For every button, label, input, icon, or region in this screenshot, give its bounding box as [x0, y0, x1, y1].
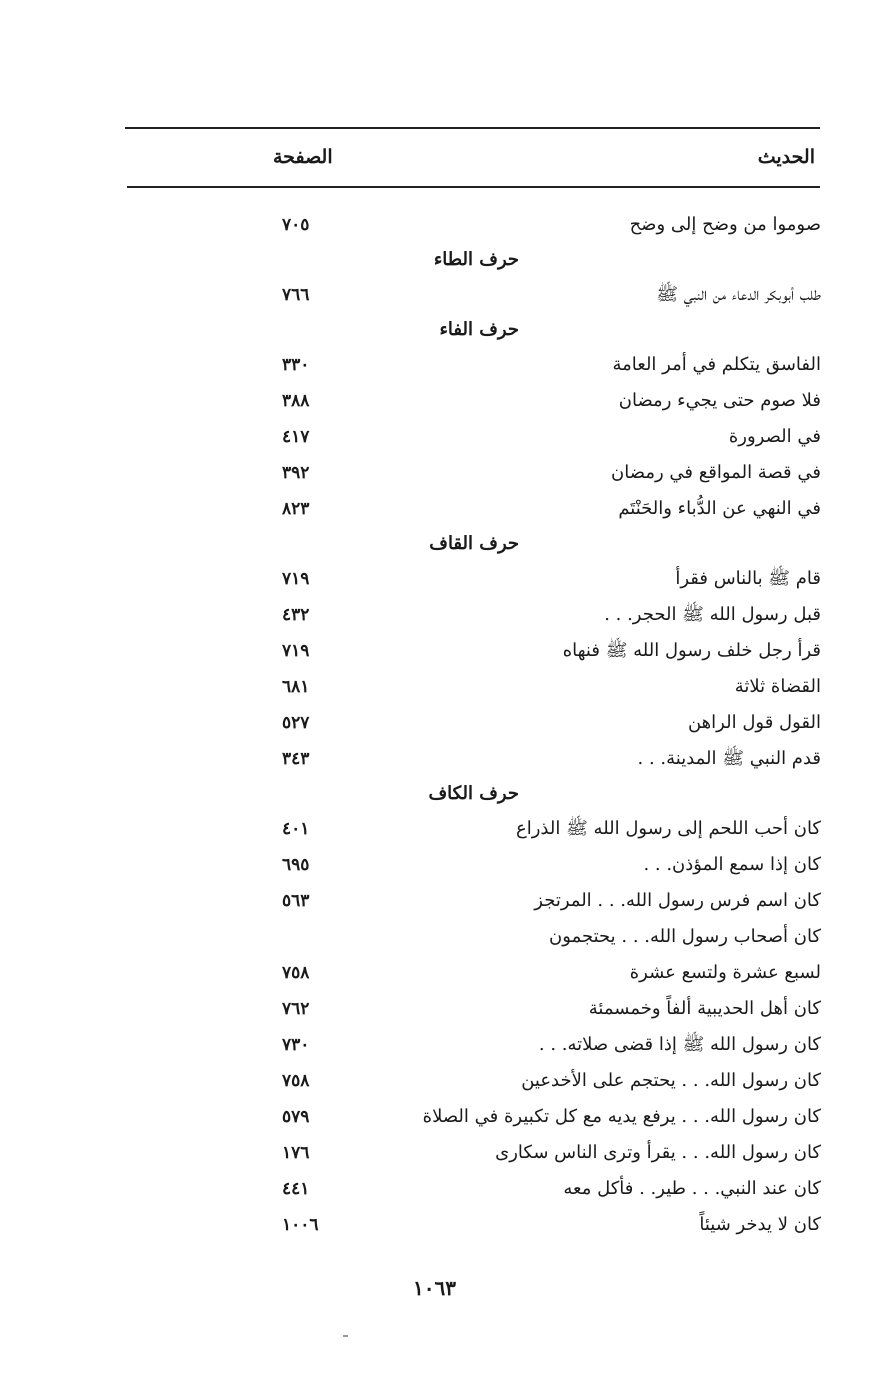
hadith-text: لسبع عشرة ولتسع عشرة	[629, 962, 821, 983]
hadith-text: قام ﷺ بالناس فقرأ	[675, 568, 821, 589]
hadith-text: القول قول الراهن	[687, 712, 821, 733]
hadith-text: كان إذا سمع المؤذن. . .	[643, 854, 821, 875]
section-heading: حرف الكاف	[428, 783, 519, 804]
page-ref: ٧٦٦	[282, 285, 310, 305]
hadith-text: كان رسول الله. . . يقرأ وترى الناس سكارى	[495, 1142, 821, 1163]
top-rule	[125, 127, 820, 129]
page-ref: ٧٣٠	[282, 1035, 310, 1055]
index-entry-row	[0, 1171, 879, 1207]
column-header-page: الصفحة	[273, 146, 333, 168]
hadith-text: كان أصحاب رسول الله. . . يحتجمون	[549, 926, 821, 947]
page-ref: ٤٤١	[282, 1179, 310, 1199]
index-entry-row	[0, 955, 879, 991]
section-heading-row	[0, 243, 879, 277]
index-entry-row	[0, 669, 879, 705]
hadith-text: فلا صوم حتى يجيء رمضان	[618, 390, 821, 411]
page-ref: ٣٣٠	[282, 355, 310, 375]
hadith-text: صوموا من وضح إلى وضح	[629, 214, 821, 235]
hadith-text: الفاسق يتكلم في أمر العامة	[612, 354, 821, 375]
hadith-text: طلب أبوبكر الدعاء من النبي ﷺ	[656, 284, 821, 305]
hadith-text: القضاة ثلاثة	[734, 676, 821, 697]
index-entry-row	[0, 277, 879, 313]
column-header-hadith: الحديث	[757, 146, 815, 168]
index-entry-row	[0, 597, 879, 633]
page-ref: ١٠٠٦	[282, 1215, 319, 1235]
index-entry-row	[0, 1207, 879, 1243]
page-ref: ٥٦٣	[282, 891, 310, 911]
page-ref: ١٧٦	[282, 1143, 310, 1163]
section-heading: حرف القاف	[429, 533, 519, 554]
page-ref: ٥٢٧	[282, 713, 310, 733]
hadith-text: كان رسول الله. . . يرفع يديه مع كل تكبيرة في الصلاة	[422, 1106, 821, 1127]
hadith-text: كان اسم فرس رسول الله. . . المرتجز	[534, 890, 821, 911]
hadith-text: كان أحب اللحم إلى رسول الله ﷺ الذراع	[515, 818, 821, 839]
section-heading-row	[0, 777, 879, 811]
page-ref: ٤١٧	[282, 427, 310, 447]
index-entry-row	[0, 919, 879, 955]
page-ref: ٧١٩	[282, 641, 310, 661]
page-ref: ٧٦٢	[282, 999, 310, 1019]
index-entry-row	[0, 991, 879, 1027]
page-ref: ٦٩٥	[282, 855, 310, 875]
hadith-text: كان رسول الله ﷺ إذا قضى صلاته. . .	[538, 1034, 821, 1055]
scan-speck	[343, 1335, 348, 1337]
index-entry-row	[0, 347, 879, 383]
hadith-text: في قصة المواقع في رمضان	[611, 462, 821, 483]
page-ref: ٣٤٣	[282, 749, 310, 769]
index-entry-row	[0, 811, 879, 847]
index-entry-row	[0, 561, 879, 597]
page-ref: ٨٢٣	[282, 499, 310, 519]
index-entry-row	[0, 847, 879, 883]
page-ref: ٧١٩	[282, 569, 310, 589]
page-number: ١٠٦٣	[413, 1276, 456, 1300]
page-ref: ٤٣٢	[282, 605, 310, 625]
hadith-text: قرأ رجل خلف رسول الله ﷺ فنهاه	[562, 640, 821, 661]
page-ref: ٣٨٨	[282, 391, 310, 411]
page-ref: ٧٠٥	[282, 215, 310, 235]
index-entry-row	[0, 633, 879, 669]
index-entry-row	[0, 1063, 879, 1099]
index-entry-row	[0, 1135, 879, 1171]
index-entry-row	[0, 455, 879, 491]
hadith-text: قدم النبي ﷺ المدينة. . .	[637, 748, 821, 769]
index-entry-row	[0, 741, 879, 777]
section-heading-row	[0, 313, 879, 347]
hadith-text: كان لا يدخر شيئاً	[699, 1214, 821, 1235]
index-entry-row	[0, 705, 879, 741]
page-ref: ٦٨١	[282, 677, 310, 697]
section-heading: حرف الفاء	[439, 319, 519, 340]
hadith-text: كان عند النبي. . . طير. . فأكل معه	[563, 1178, 821, 1199]
index-entry-row	[0, 491, 879, 527]
index-entry-row	[0, 383, 879, 419]
section-heading: حرف الطاء	[433, 249, 519, 270]
page-ref: ٧٥٨	[282, 963, 310, 983]
index-entry-row	[0, 1027, 879, 1063]
page-ref: ٥٧٩	[282, 1107, 310, 1127]
index-list	[0, 207, 879, 1243]
header-rule	[127, 186, 820, 188]
page-ref: ٤٠١	[282, 819, 310, 839]
hadith-text: كان رسول الله. . . يحتجم على الأخدعين	[521, 1070, 821, 1091]
index-entry-row	[0, 1099, 879, 1135]
hadith-text: كان أهل الحديبية ألفاً وخمسمئة	[588, 998, 821, 1019]
index-entry-row	[0, 419, 879, 455]
index-entry-row	[0, 207, 879, 243]
index-entry-row	[0, 883, 879, 919]
page-ref: ٣٩٢	[282, 463, 310, 483]
hadith-text: قبل رسول الله ﷺ الحجر. . .	[604, 604, 821, 625]
section-heading-row	[0, 527, 879, 561]
page-ref: ٧٥٨	[282, 1071, 310, 1091]
hadith-text: في الصرورة	[728, 426, 821, 447]
hadith-text: في النهي عن الدُّباء والحَنْتَم	[618, 498, 821, 519]
